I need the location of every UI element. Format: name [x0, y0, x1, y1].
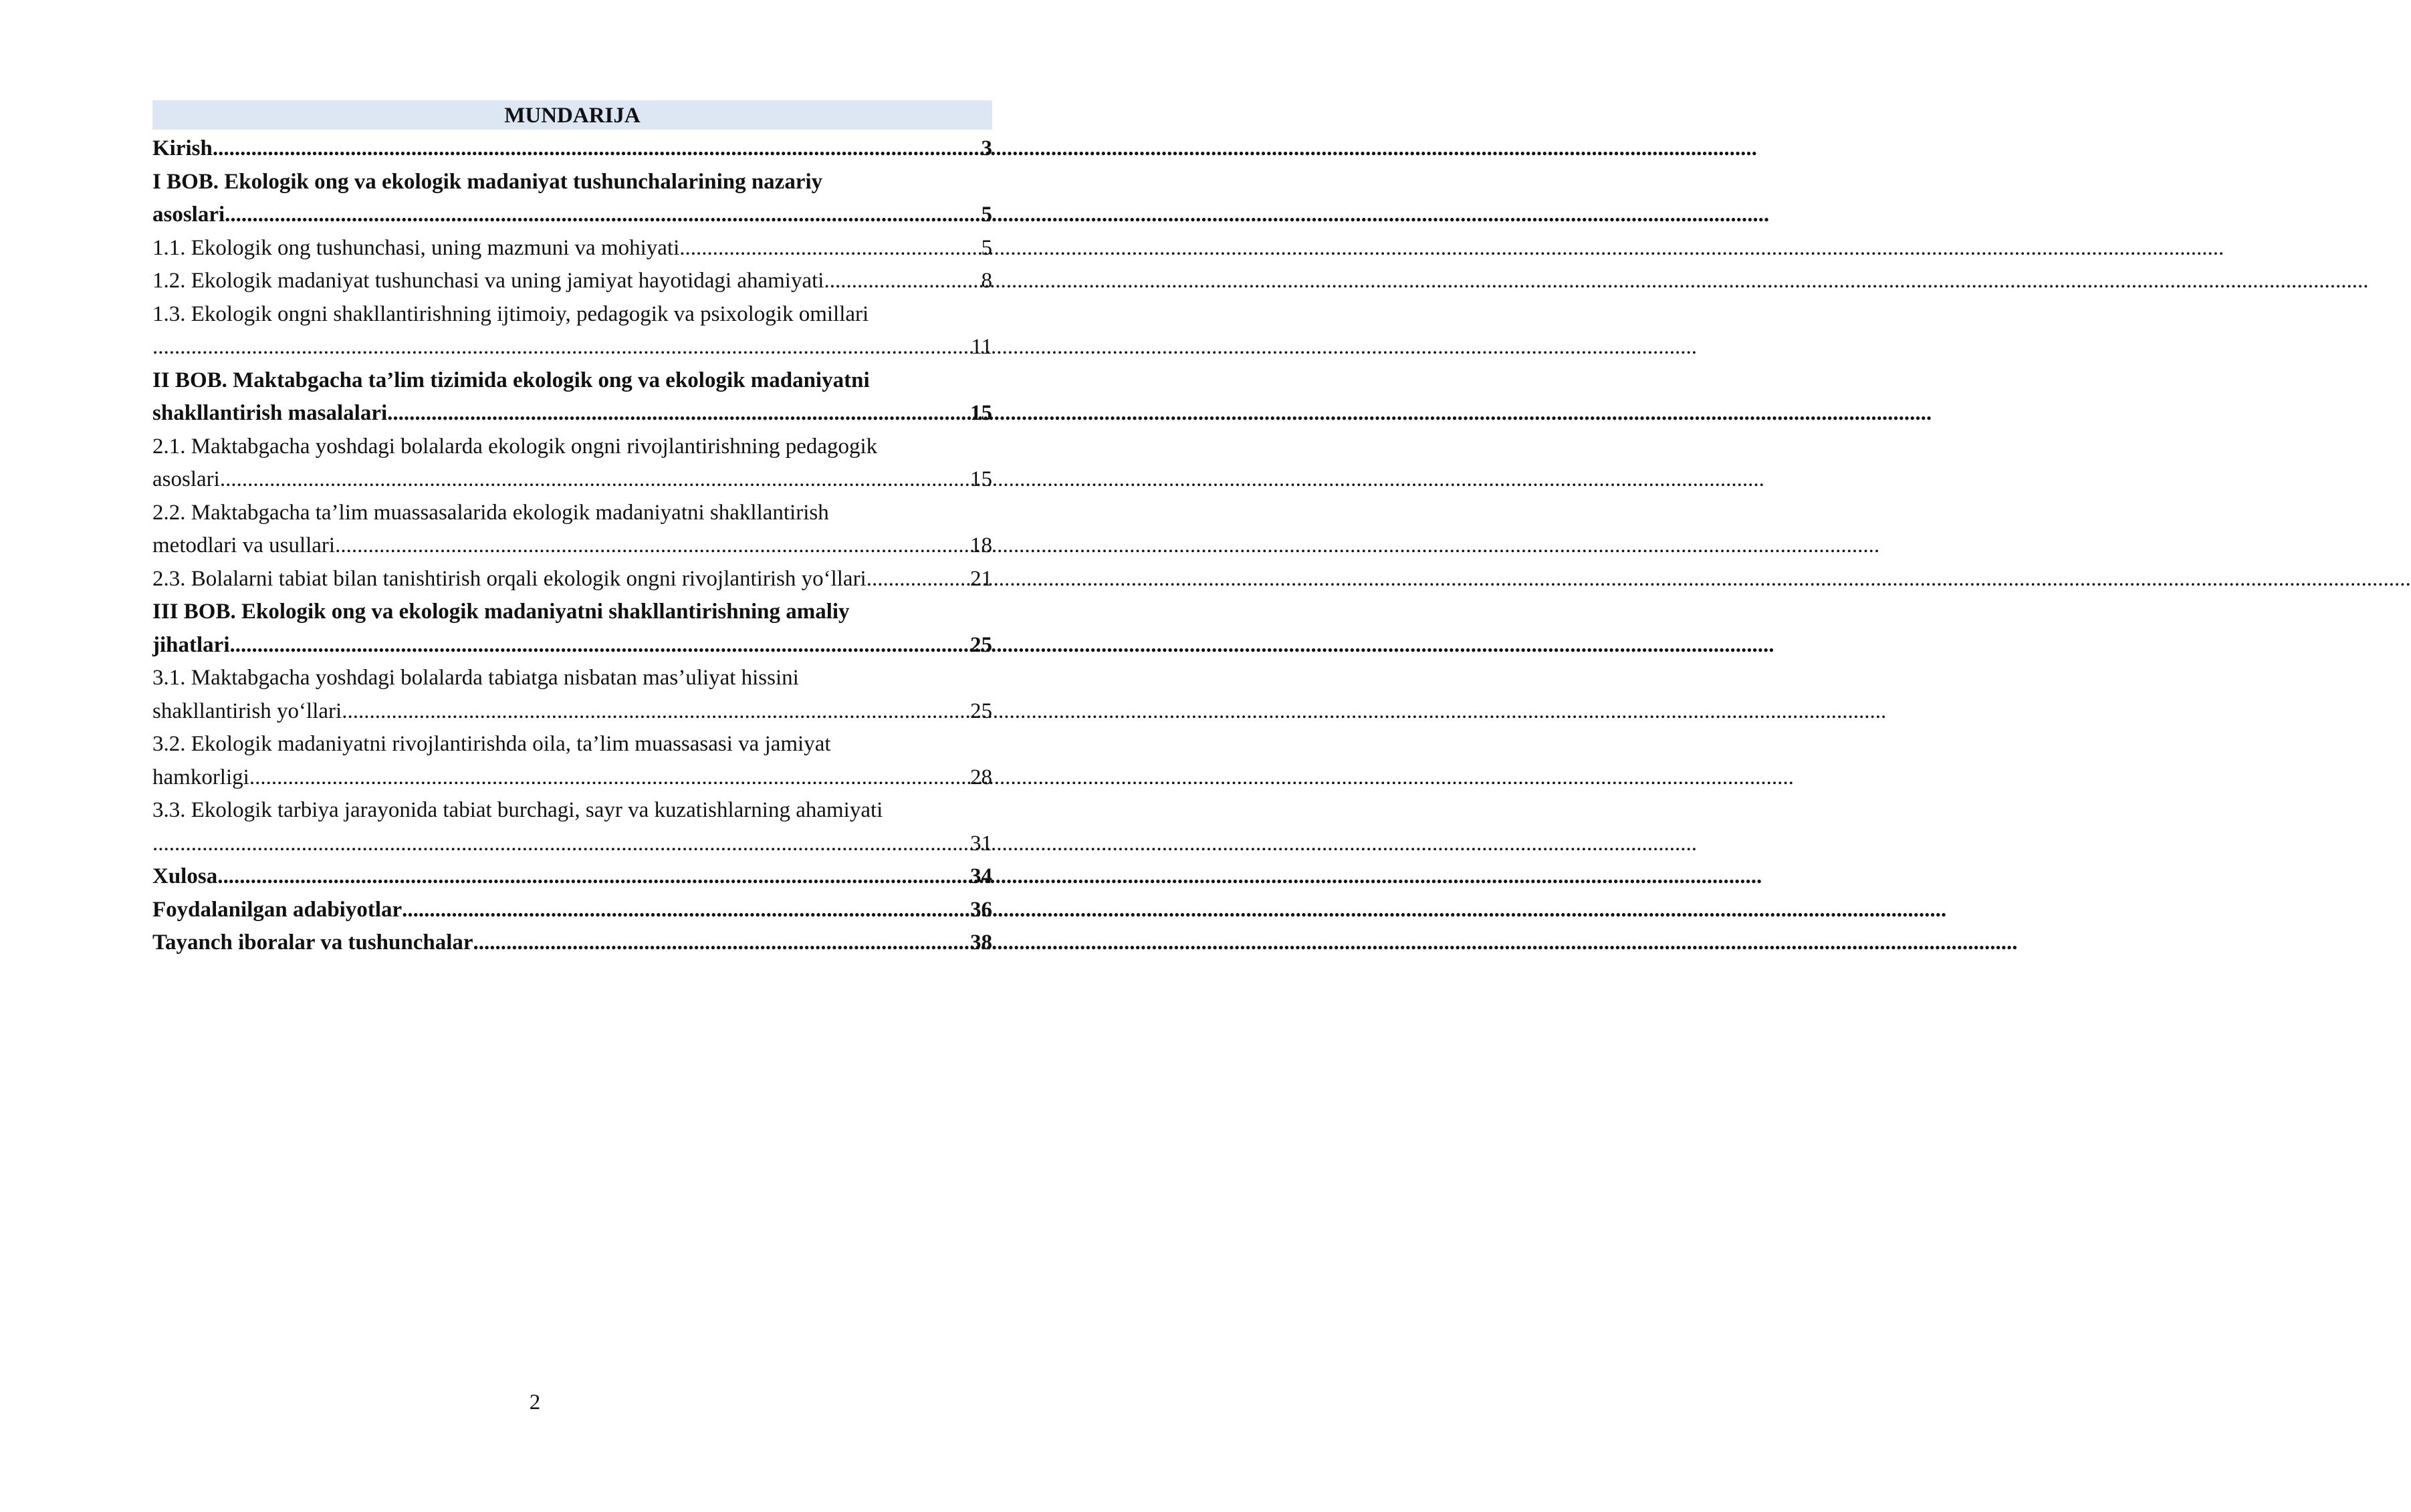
dot-leader: [335, 529, 969, 563]
toc-entry[interactable]: [152, 794, 992, 860]
toc-entry-text: 3.1. Maktabgacha yoshdagi bolalarda tabiatga nisbatan mas’uliyat hissini: [152, 666, 799, 690]
toc-entry-text: asoslari: [152, 467, 220, 491]
page-number: 2: [529, 1390, 541, 1414]
toc-entry-text: Tayanch iboralar va tushunchalar: [152, 930, 473, 955]
dot-leader: [220, 463, 969, 497]
dot-leader: [152, 331, 969, 364]
toc-entry[interactable]: [152, 894, 992, 927]
toc-entry[interactable]: [152, 298, 992, 364]
toc-entry-text: II BOB. Maktabgacha ta’lim tizimida ekologik ong va ekologik madaniyatni: [152, 368, 870, 392]
toc-page-number: 21: [970, 566, 992, 591]
toc-entry-text: 1.2. Ekologik madaniyat tushunchasi va uning jamiyat hayotidagi ahamiyati: [152, 269, 824, 293]
dot-leader: [867, 563, 969, 596]
toc-page-number: 5: [981, 203, 992, 227]
toc-page-number: 11: [971, 335, 992, 359]
dot-leader: [679, 232, 980, 265]
dot-leader: [152, 828, 969, 861]
toc-page-number: 31: [970, 831, 992, 856]
toc-entry-text: shakllantirish yo‘llari: [152, 699, 342, 723]
toc-entry-text: 1.3. Ekologik ongni shakllantirishning ijtimoiy, pedagogik va psixologik omillari: [152, 301, 869, 326]
toc-entries: [152, 132, 992, 960]
toc-entry[interactable]: [152, 926, 992, 960]
toc-entry[interactable]: [152, 430, 992, 497]
dot-leader: [387, 397, 969, 430]
dot-leader: [249, 761, 969, 795]
toc-page-number: 15: [970, 467, 992, 491]
dot-leader: [217, 860, 969, 894]
toc-entry[interactable]: [152, 265, 992, 298]
toc-entry-text: shakllantirish masalalari: [152, 401, 388, 425]
dot-leader: [229, 629, 969, 662]
toc-entry[interactable]: [152, 166, 992, 232]
toc-title: MUNDARIJA: [152, 100, 992, 130]
toc-page-number: 28: [970, 765, 992, 789]
toc-entry-text: III BOB. Ekologik ong va ekologik madaniyatni shakllantirishning amaliy: [152, 600, 850, 624]
dot-leader: [473, 926, 969, 960]
toc-entry-text: 2.1. Maktabgacha yoshdagi bolalarda ekologik ongni rivojlantirishning pedagogik: [152, 434, 878, 459]
dot-leader: [225, 199, 980, 232]
toc-entry-text: Xulosa: [152, 864, 218, 888]
toc-entry-text: 1.1. Ekologik ong tushunchasi, uning mazmuni va mohiyati: [152, 235, 680, 260]
toc-entry-text: asoslari: [152, 203, 225, 227]
toc-entry-text: Foydalanilgan adabiyotlar: [152, 897, 403, 922]
toc-page-number: 38: [970, 930, 992, 955]
toc-entry[interactable]: [152, 662, 992, 728]
toc-page-number: 34: [970, 864, 992, 888]
dot-leader: [402, 894, 969, 927]
toc-entry[interactable]: [152, 132, 992, 166]
toc-entry-text: Kirish: [152, 136, 213, 160]
toc-page-number: 25: [970, 632, 992, 657]
toc-entry-text: 3.3. Ekologik tarbiya jarayonida tabiat burchagi, sayr va kuzatishlarning ahamiyati: [152, 798, 883, 822]
toc-page-number: 8: [981, 269, 992, 293]
toc-entry[interactable]: [152, 596, 992, 662]
toc-entry[interactable]: [152, 497, 992, 563]
toc-entry-text: metodlari va usullari: [152, 533, 336, 557]
toc-page-number: 5: [981, 235, 992, 260]
toc-page-number: 18: [970, 533, 992, 557]
toc-entry-text: hamkorligi: [152, 765, 249, 789]
toc-entry-text: I BOB. Ekologik ong va ekologik madaniyat tushunchalarining nazariy: [152, 169, 823, 194]
toc-entry[interactable]: [152, 860, 992, 894]
dot-leader: [824, 265, 980, 298]
toc-entry[interactable]: [152, 728, 992, 794]
table-of-contents: [152, 100, 992, 960]
toc-page-number: 25: [970, 699, 992, 723]
toc-page-number: 36: [970, 897, 992, 922]
toc-entry-text: 2.3. Bolalarni tabiat bilan tanishtirish orqali ekologik ongni rivojlantirish yo‘llari: [152, 566, 867, 591]
toc-entry[interactable]: [152, 563, 992, 596]
toc-entry-text: 2.2. Maktabgacha ta’lim muassasalarida ekologik madaniyatni shakllantirish: [152, 500, 829, 525]
toc-entry-text: 3.2. Ekologik madaniyatni rivojlantirishda oila, ta’lim muassasasi va jamiyat: [152, 732, 831, 756]
toc-entry-text: jihatlari: [152, 632, 230, 657]
toc-page-number: 15: [970, 401, 992, 425]
toc-entry[interactable]: [152, 232, 992, 265]
toc-page-number: 3: [981, 136, 992, 160]
toc-entry[interactable]: [152, 364, 992, 430]
dot-leader: [342, 695, 969, 729]
dot-leader: [213, 132, 980, 166]
